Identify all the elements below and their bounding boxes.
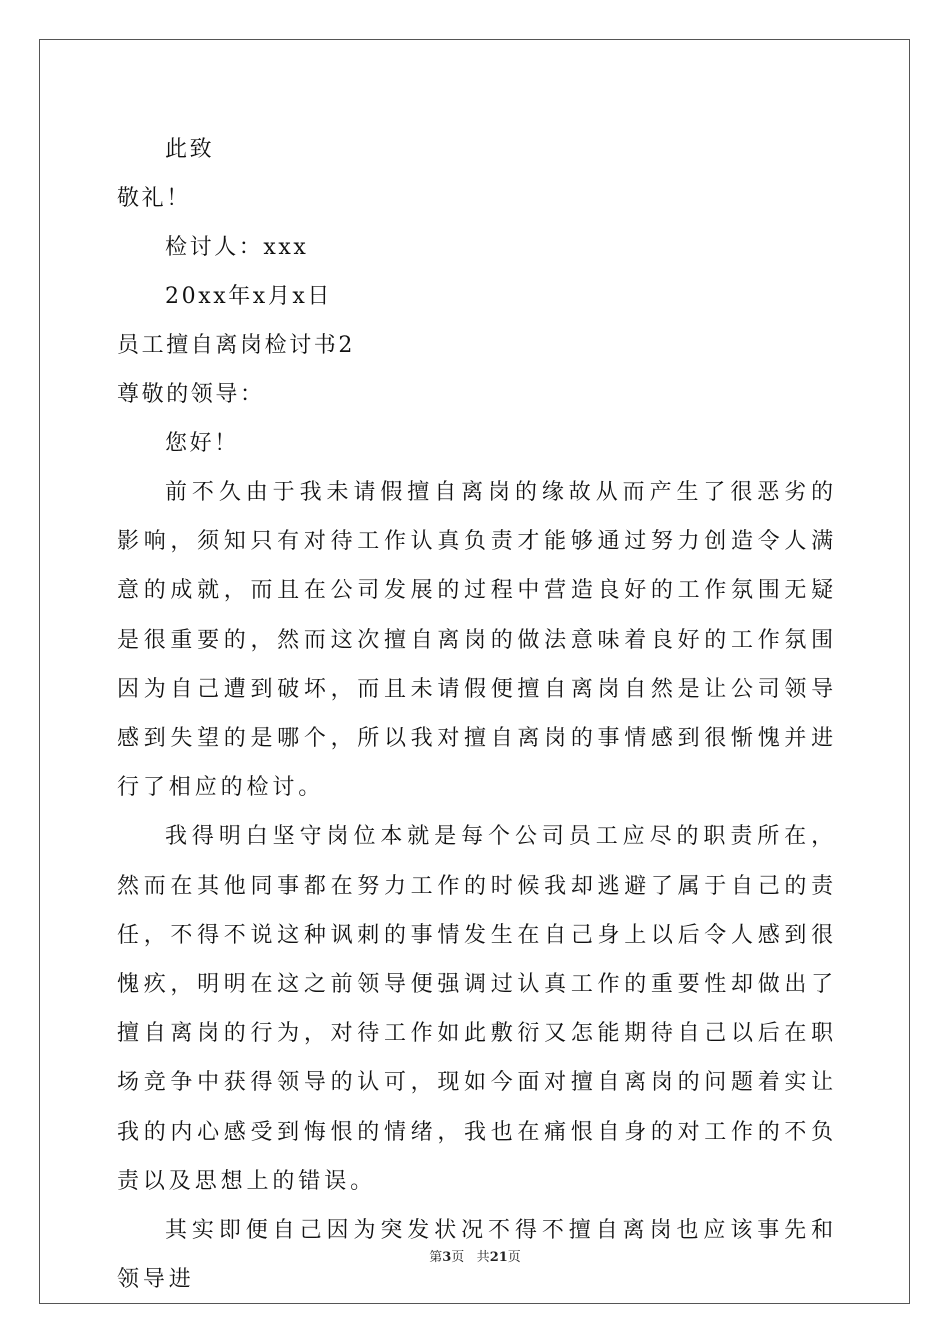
paragraph: 前不久由于我未请假擅自离岗的缘故从而产生了很恶劣的影响，须知只有对待工作认真负责才能够通过努力创造令人满意的成就，而且在公司发展的过程中营造良好的工作氛围无疑是很重要的，然而这次擅自离岗的做法意味着良好的工作氛围因为自己遭到破坏，而且未请假便擅自离岗自然是让公司领导感到失望的是哪个，所以我对擅自离岗的事情感到很惭愧并进行了相应的检讨。 xyxy=(117,480,837,801)
signer-line: 检讨人：xxx xyxy=(165,235,309,260)
total-pages: 21 xyxy=(489,1250,508,1265)
total-suffix: 页 xyxy=(507,1250,521,1265)
page-prefix: 第 xyxy=(429,1250,443,1265)
salutation: 尊敬的领导： xyxy=(117,382,265,407)
page-suffix: 页 xyxy=(451,1250,465,1265)
closing-line: 此致 xyxy=(165,137,215,162)
greeting: 您好！ xyxy=(165,431,239,456)
total-prefix: 共 xyxy=(476,1250,490,1265)
document-body xyxy=(117,125,837,1304)
page-number: 3 xyxy=(442,1250,452,1265)
section-title: 员工擅自离岗检讨书2 xyxy=(117,333,355,358)
page-footer xyxy=(0,1246,950,1265)
closing-salute: 敬礼！ xyxy=(117,186,191,211)
paragraph: 我得明白坚守岗位本就是每个公司员工应尽的职责所在，然而在其他同事都在努力工作的时候我却逃避了属于自己的责任，不得不说这种讽刺的事情发生在自己身上以后令人感到很愧疚，明明在这之前领导便强调过认真工作的重要性却做出了擅自离岗的行为，对待工作如此敷衍又怎能期待自己以后在职场竞争中获得领导的认可，现如今面对擅自离岗的问题着实让我的内心感受到悔恨的情绪，我也在痛恨自身的对工作的不负责以及思想上的错误。 xyxy=(117,824,837,1194)
paragraph: 其实即便自己因为突发状况不得不擅自离岗也应该事先和领导进 xyxy=(117,1218,837,1293)
date-line: 20xx年x月x日 xyxy=(165,284,333,309)
